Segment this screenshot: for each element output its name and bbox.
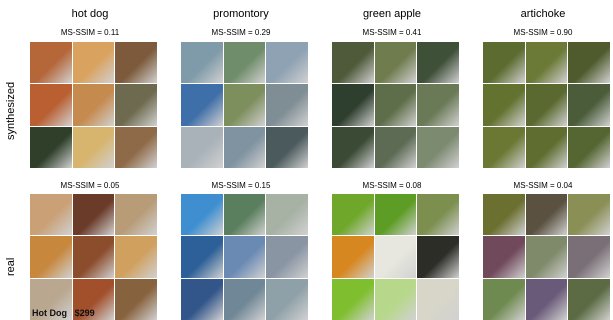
real-3-tile-3 <box>568 194 610 235</box>
column-title-artichoke: artichoke <box>520 8 566 20</box>
synth-3-tile-9 <box>568 127 610 168</box>
real-2-tile-2 <box>375 194 417 235</box>
row-label-synthesized: synthesized <box>5 81 17 140</box>
ms-ssim-real-promontory: MS-SSIM = 0.15 <box>211 181 271 190</box>
real-3-tile-4 <box>483 236 525 277</box>
panel-synthesized-promontory <box>181 42 308 168</box>
synth-1-tile-5 <box>224 84 266 125</box>
column-title-hot-dog: hot dog <box>71 8 109 20</box>
real-2-tile-1 <box>332 194 374 235</box>
row-label-real: real <box>5 257 17 276</box>
synth-2-tile-3 <box>417 42 459 83</box>
synth-2-tile-2 <box>375 42 417 83</box>
synth-3-tile-7 <box>483 127 525 168</box>
real-2-tile-4 <box>332 236 374 277</box>
ms-ssim-real-green-apple: MS-SSIM = 0.08 <box>362 181 422 190</box>
panel-synthesized-green-apple <box>332 42 459 168</box>
hotdog-real-overlay-text: Hot Dog <box>30 279 72 320</box>
real-2-tile-8 <box>375 279 417 320</box>
real-3-tile-6 <box>568 236 610 277</box>
hotdog-real-price-text: $299 <box>73 279 115 320</box>
synth-1-tile-4 <box>181 84 223 125</box>
real-1-tile-2 <box>224 194 266 235</box>
real-1-tile-7 <box>181 279 223 320</box>
real-3-tile-8 <box>526 279 568 320</box>
real-1-tile-6 <box>266 236 308 277</box>
ms-ssim-synth-artichoke: MS-SSIM = 0.90 <box>513 28 573 37</box>
real-1-tile-8 <box>224 279 266 320</box>
synth-1-tile-1 <box>181 42 223 83</box>
real-0-tile-2 <box>73 194 115 235</box>
synth-0-tile-5 <box>73 84 115 125</box>
real-3-tile-7 <box>483 279 525 320</box>
synth-1-tile-9 <box>266 127 308 168</box>
synth-2-tile-9 <box>417 127 459 168</box>
synth-3-tile-4 <box>483 84 525 125</box>
panel-real-artichoke <box>483 194 610 320</box>
panel-real-promontory <box>181 194 308 320</box>
synth-0-tile-3 <box>115 42 157 83</box>
real-0-tile-3 <box>115 194 157 235</box>
ms-ssim-synth-promontory: MS-SSIM = 0.29 <box>211 28 271 37</box>
synth-0-tile-6 <box>115 84 157 125</box>
synth-1-tile-7 <box>181 127 223 168</box>
synth-1-tile-6 <box>266 84 308 125</box>
ms-ssim-real-artichoke: MS-SSIM = 0.04 <box>513 181 573 190</box>
real-2-tile-5 <box>375 236 417 277</box>
synth-1-tile-8 <box>224 127 266 168</box>
ms-ssim-synth-green-apple: MS-SSIM = 0.41 <box>362 28 422 37</box>
synth-2-tile-7 <box>332 127 374 168</box>
column-title-promontory: promontory <box>213 8 269 20</box>
synth-0-tile-1 <box>30 42 72 83</box>
real-1-tile-9 <box>266 279 308 320</box>
real-1-tile-5 <box>224 236 266 277</box>
synth-2-tile-1 <box>332 42 374 83</box>
panel-synthesized-artichoke <box>483 42 610 168</box>
synth-0-tile-4 <box>30 84 72 125</box>
column-title-green-apple: green apple <box>362 8 422 20</box>
synth-0-tile-8 <box>73 127 115 168</box>
real-0-tile-6 <box>115 236 157 277</box>
real-1-tile-1 <box>181 194 223 235</box>
real-3-tile-9 <box>568 279 610 320</box>
ms-ssim-synth-hot-dog: MS-SSIM = 0.11 <box>60 28 120 37</box>
real-1-tile-3 <box>266 194 308 235</box>
synth-3-tile-2 <box>526 42 568 83</box>
synth-2-tile-5 <box>375 84 417 125</box>
synth-1-tile-2 <box>224 42 266 83</box>
real-3-tile-1 <box>483 194 525 235</box>
ms-ssim-real-hot-dog: MS-SSIM = 0.05 <box>60 181 120 190</box>
real-2-tile-6 <box>417 236 459 277</box>
real-1-tile-4 <box>181 236 223 277</box>
synth-2-tile-8 <box>375 127 417 168</box>
real-0-tile-5 <box>73 236 115 277</box>
synth-2-tile-4 <box>332 84 374 125</box>
real-2-tile-3 <box>417 194 459 235</box>
synth-0-tile-2 <box>73 42 115 83</box>
synth-3-tile-1 <box>483 42 525 83</box>
panel-real-green-apple <box>332 194 459 320</box>
synth-0-tile-7 <box>30 127 72 168</box>
real-0-tile-4 <box>30 236 72 277</box>
real-2-tile-7 <box>332 279 374 320</box>
synth-3-tile-5 <box>526 84 568 125</box>
real-0-tile-1 <box>30 194 72 235</box>
synth-2-tile-6 <box>417 84 459 125</box>
real-3-tile-5 <box>526 236 568 277</box>
synth-0-tile-9 <box>115 127 157 168</box>
panel-real-hot-dog <box>30 194 157 320</box>
synth-3-tile-8 <box>526 127 568 168</box>
synth-3-tile-6 <box>568 84 610 125</box>
real-3-tile-2 <box>526 194 568 235</box>
real-0-tile-9 <box>115 279 157 320</box>
synth-3-tile-3 <box>568 42 610 83</box>
synth-1-tile-3 <box>266 42 308 83</box>
real-2-tile-9 <box>417 279 459 320</box>
panel-synthesized-hot-dog <box>30 42 157 168</box>
